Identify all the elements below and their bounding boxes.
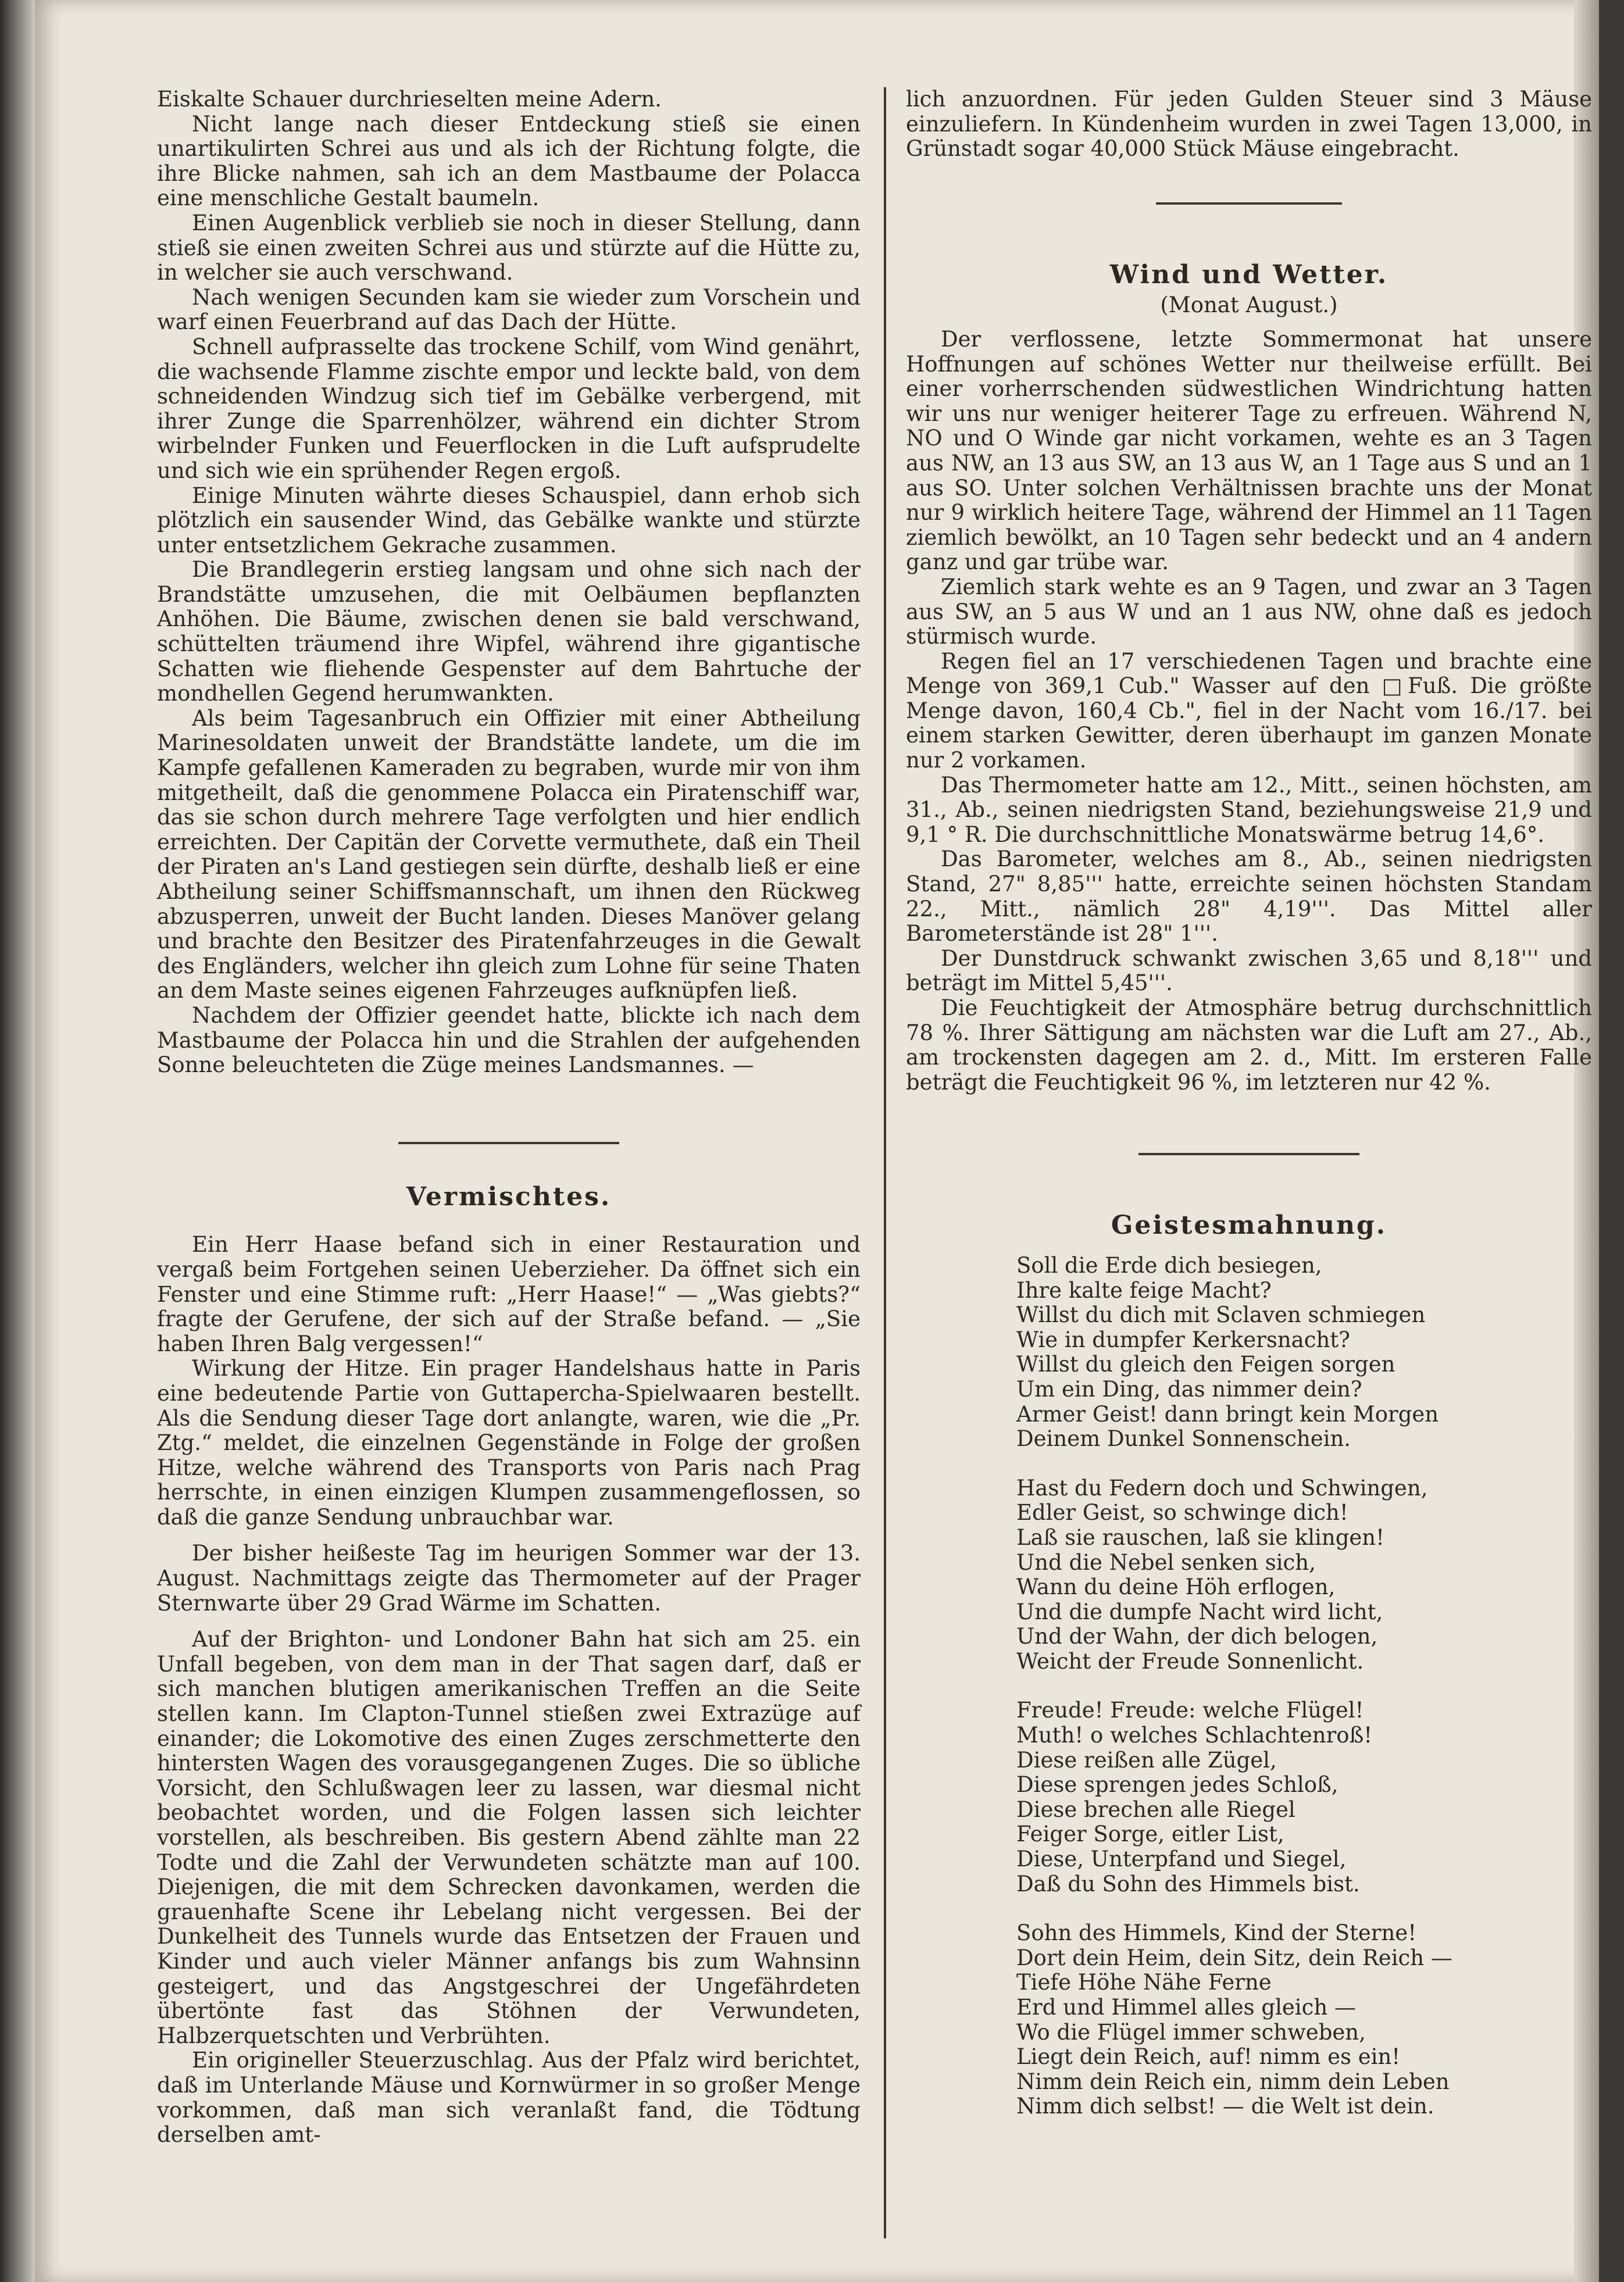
poem-line: Wann du deine Höh erflogen,	[1016, 1574, 1336, 1600]
section-title-weather: Wind und Wetter.	[1109, 259, 1389, 290]
poem-line: Deinem Dunkel Sonnenschein.	[1016, 1426, 1351, 1452]
story-paragraph: Die Brandlegerin erstieg langsam und ohne sich nach der Brandstätte umzusehen, die mit Oelbäumen bepflanzten Anhöhen. Die Bäume, zwischen denen sie bald verschwand, schüttelten träumend ihre Wipfel, während ihre gigantische Schatten wie fliehende Gespenster auf dem Bahrtuche der mondhellen Gegend herumwankten.	[157, 557, 861, 706]
weather-paragraph: Ziemlich stark wehte es an 9 Tagen, und zwar an 3 Tagen aus SW, an 5 aus W und an 1 aus NW, ohne daß es jedoch stürmisch wurde.	[906, 574, 1592, 649]
poem-line: Soll die Erde dich besiegen,	[1016, 1252, 1322, 1278]
weather-paragraph: Der verflossene, letzte Sommermonat hat unsere Hoffnungen auf schönes Wetter nur theilweise erfüllt. Bei einer vorherrschenden südwestlichen Windrichtung hatten wir uns nur weniger heiterer Tage zu erfreuen. Während N, NO und O Winde gar nicht vorkamen, wehte es an 3 Tagen aus NW, an 13 aus SW, an 13 aus W, an 1 Tage aus S und an 1 aus SO. Unter solchen Verhältnissen brachte uns der Monat nur 9 wirklich heitere Tage, während der Himmel an 11 Tagen ziemlich bewölkt, an 10 Tagen sehr bedeckt und an 4 andern ganz und gar trübe war.	[906, 326, 1592, 575]
poem-line: Und die Nebel senken sich,	[1016, 1549, 1316, 1575]
poem-line: Edler Geist, so schwinge dich!	[1016, 1500, 1348, 1526]
story-paragraph: Als beim Tagesanbruch ein Offizier mit einer Abtheilung Marinesoldaten unweit der Brandstätte landete, um die im Kampfe gefallenen Kameraden zu begraben, wurde mir von ihm mitgetheilt, daß die genommene Polacca ein Piratenschiff war, das sie schon durch mehrere Tage verfolgten und hier endlich erreichten. Der Capitän der Corvette vermuthete, daß ein Theil der Piraten an's Land gestiegen sein dürfte, deshalb ließ er eine Abtheilung seiner Schiffsmannschaft, um ihnen den Rückweg abzusperren, unweit der Bucht landen. Dieses Manöver gelang und brachte den Besitzer des Piratenfahrzeuges in die Gewalt des Engländers, welcher ihn gleich zum Lohne für seine Thaten an dem Maste seines eigenen Fahrzeuges aufknüpfen ließ.	[157, 705, 861, 1003]
poem-line: Willst du gleich den Feigen sorgen	[1016, 1352, 1395, 1377]
poem-line: Liegt dein Reich, auf! nimm es ein!	[1016, 2044, 1401, 2070]
poem-line: Freude! Freude: welche Flügel!	[1016, 1698, 1364, 1723]
poem-line: Muth! o welches Schlachtenroß!	[1016, 1723, 1373, 1748]
poem-line: Erd und Himmel alles gleich —	[1016, 1995, 1356, 2020]
poem	[1016, 1254, 1592, 2119]
poem-stanza	[1016, 1254, 1592, 1452]
weather-paragraph: Die Feuchtigkeit der Atmosphäre betrug durchschnittlich 78 %. Ihrer Sättigung am nächsten war die Luft am 27., Ab., am trockensten dagegen am 2. d., Mitt. Im ersteren Falle beträgt die Feuchtigkeit 96 %, im letzteren nur 42 %.	[906, 995, 1592, 1095]
misc-paragraph: Wirkung der Hitze. Ein prager Handelshaus hatte in Paris eine bedeutende Partie von Guttapercha-Spielwaaren bestellt. Als die Sendung dieser Tage dort anlangte, waren, wie die „Pr. Ztg.“ meldet, die einzelnen Gegenstände in Folge der großen Hitze, welche während des Transports von Paris nach Prag herrschte, in einen einzigen Klumpen zusammengeflossen, so daß die ganze Sendung unbrauchbar war.	[157, 1356, 861, 1530]
section-title-poem: Geistesmahnung.	[1111, 1210, 1387, 1241]
poem-line: Wo die Flügel immer schweben,	[1016, 2019, 1366, 2045]
right-column	[906, 87, 1592, 2144]
misc-paragraph: Der bisher heißeste Tag im heurigen Sommer war der 13. August. Nachmittags zeigte das Thermometer auf der Prager Sternwarte über 29 Grad Wärme im Schatten.	[157, 1541, 861, 1616]
story-paragraph: Nachdem der Offizier geendet hatte, blickte ich nach dem Mastbaume der Polacca hin und die Strahlen der aufgehenden Sonne beleuchteten die Züge meines Landsmannes. —	[157, 1002, 861, 1078]
poem-line: Sohn des Himmels, Kind der Sterne!	[1016, 1920, 1417, 1946]
poem-line: Wie in dumpfer Kerkersnacht?	[1016, 1327, 1350, 1352]
poem-line: Und die dumpfe Nacht wird licht,	[1016, 1599, 1383, 1624]
continuation-paragraph: lich anzuordnen. Für jeden Gulden Steuer sind 3 Mäuse einzuliefern. In Kündenheim wurden in zwei Tagen 13,000, in Grünstadt sogar 40,000 Stück Mäuse eingebracht.	[906, 87, 1592, 162]
poem-line: Tiefe Höhe Nähe Ferne	[1016, 1970, 1272, 1995]
poem-stanza	[1016, 1921, 1592, 2119]
misc-paragraph: Ein origineller Steuerzuschlag. Aus der Pfalz wird berichtet, daß im Unterlande Mäuse und Kornwürmer in so großer Menge vorkommen, daß man sich veranlaßt fand, die Tödtung derselben amt-	[157, 2048, 861, 2148]
poem-line: Armer Geist! dann bringt kein Morgen	[1016, 1401, 1439, 1427]
story-paragraph: Eiskalte Schauer durchrieselten meine Adern.	[157, 87, 662, 112]
poem-line: Laß sie rauschen, laß sie klingen!	[1016, 1524, 1384, 1550]
binding-edge	[0, 0, 35, 2282]
column-divider	[884, 87, 886, 2238]
poem-line: Ihre kalte feige Macht?	[1016, 1277, 1272, 1303]
story-paragraph: Nach wenigen Secunden kam sie wieder zum Vorschein und warf einen Feuerbrand auf das Dach der Hütte.	[157, 284, 861, 335]
story-paragraph: Schnell aufprasselte das trockene Schilf, vom Wind genährt, die wachsende Flamme zischte empor und leckte bald, von dem schneidenden Windzug sich tief im Gebälke verbergend, mit ihrer Zunge die Sparrenhölzer, während ein dichter Strom wirbelnder Funken und Feuerflocken in die Luft aufsprudelte und sich wie ein sprühender Regen ergoß.	[157, 334, 861, 483]
weather-paragraph: Das Thermometer hatte am 12., Mitt., seinen höchsten, am 31., Ab., seinen niedrigsten Stand, beziehungsweise 21,9 und 9,1 ° R. Die durchschnittliche Monatswärme betrug 14,6°.	[906, 772, 1592, 847]
weather-paragraph: Der Dunstdruck schwankt zwischen 3,65 und 8,18''' und beträgt im Mittel 5,45'''.	[906, 945, 1592, 996]
poem-line: Willst du dich mit Sclaven schmiegen	[1016, 1302, 1426, 1328]
weather-paragraph: Regen fiel an 17 verschiedenen Tagen und brachte eine Menge von 369,1 Cub." Wasser auf den □Fuß. Die größte Menge davon, 160,4 Cb.", fiel in der Nacht vom 16./17. bei einem starken Gewitter, deren überhaupt im ganzen Monate nur 2 vorkamen.	[906, 648, 1592, 773]
poem-line: Nimm dich selbst! — die Welt ist dein.	[1016, 2094, 1434, 2119]
story-paragraph: Einige Minuten währte dieses Schauspiel, dann erhob sich plötzlich ein sausender Wind, das Gebälke wankte und stürzte unter entsetzlichem Gekrache zusammen.	[157, 483, 861, 558]
poem-line: Nimm dein Reich ein, nimm dein Leben	[1016, 2069, 1450, 2094]
poem-line: Hast du Federn doch und Schwingen,	[1016, 1475, 1428, 1501]
poem-line: Daß du Sohn des Himmels bist.	[1016, 1871, 1360, 1897]
story-paragraph: Nicht lange nach dieser Entdeckung stieß sie einen unartikulirten Schrei aus und als ich der Richtung folgte, die ihre Blicke nahmen, sah ich an dem Mastbaume der Polacca eine menschliche Gestalt baumeln.	[157, 111, 861, 211]
poem-line: Diese, Unterpfand und Siegel,	[1016, 1847, 1347, 1872]
poem-line: Diese reißen alle Zügel,	[1016, 1747, 1277, 1773]
misc-paragraph: Auf der Brighton- und Londoner Bahn hat sich am 25. ein Unfall begeben, von dem man in der That sagen darf, daß er sich manchen blutigen amerikanischen Treffen an die Seite stellen kann. Im Clapton-Tunnel stießen zwei Extrazüge auf einander; die Lokomotive des einen Zuges zerschmetterte den hintersten Wagen des vorausgegangenen Zuges. Die so übliche Vorsicht, den Schlußwagen leer zu lassen, war diesmal nicht beobachtet worden, und die Folgen lassen sich leichter vorstellen, als beschreiben. Bis gestern Abend zählte man 22 Todte und die Zahl der Verwundeten schätzte man auf 100. Diejenigen, die mit dem Schrecken davonkamen, werden die grauenhafte Scene ihr Lebelang nicht vergessen. Bei der Dunkelheit des Tunnels wurde das Entsetzen der Frauen und Kinder und auch vieler Männer anfangs bis zum Wahnsinn gesteigert, und das Angstgeschrei der Ungefährdeten übertönte fast das Stöhnen der Verwundeten, Halbzerquetschten und Verbrühten.	[157, 1627, 861, 2048]
misc-paragraph: Ein Herr Haase befand sich in einer Restauration und vergaß beim Fortgehen seinen Ueberzieher. Da öffnet sich ein Fenster und eine Stimme ruft: „Herr Haase!“ — „Was giebts?“ fragte der Gerufene, der sich auf der Straße befand. — „Sie haben Ihren Balg vergessen!“	[157, 1232, 861, 1356]
poem-stanza	[1016, 1698, 1592, 1897]
poem-line: Feiger Sorge, eitler List,	[1016, 1822, 1284, 1847]
poem-stanza	[1016, 1476, 1592, 1674]
story-paragraph: Einen Augenblick verblieb sie noch in dieser Stellung, dann stieß sie einen zweiten Schrei aus und stürzte auf die Hütte zu, in welcher sie auch verschwand.	[157, 210, 861, 285]
left-column	[157, 87, 861, 2148]
poem-line: Diese brechen alle Riegel	[1016, 1797, 1295, 1822]
poem-line: Um ein Ding, das nimmer dein?	[1016, 1376, 1362, 1402]
poem-line: Dort dein Heim, dein Sitz, dein Reich —	[1016, 1945, 1452, 1970]
section-title-vermischtes: Vermischtes.	[406, 1181, 612, 1212]
poem-line: Diese sprengen jedes Schloß,	[1016, 1772, 1339, 1798]
weather-subtitle: (Monat August.)	[1160, 292, 1338, 318]
poem-line: Weicht der Freude Sonnenlicht.	[1016, 1648, 1364, 1674]
poem-line: Und der Wahn, der dich belogen,	[1016, 1624, 1378, 1649]
weather-paragraph: Das Barometer, welches am 8., Ab., seinen niedrigsten Stand, 27" 8,85''' hatte, erreichte seinen höchsten Standam 22., Mitt., nämlich 28" 4,19'''. Das Mittel aller Barometerstände ist 28" 1'''.	[906, 847, 1592, 947]
